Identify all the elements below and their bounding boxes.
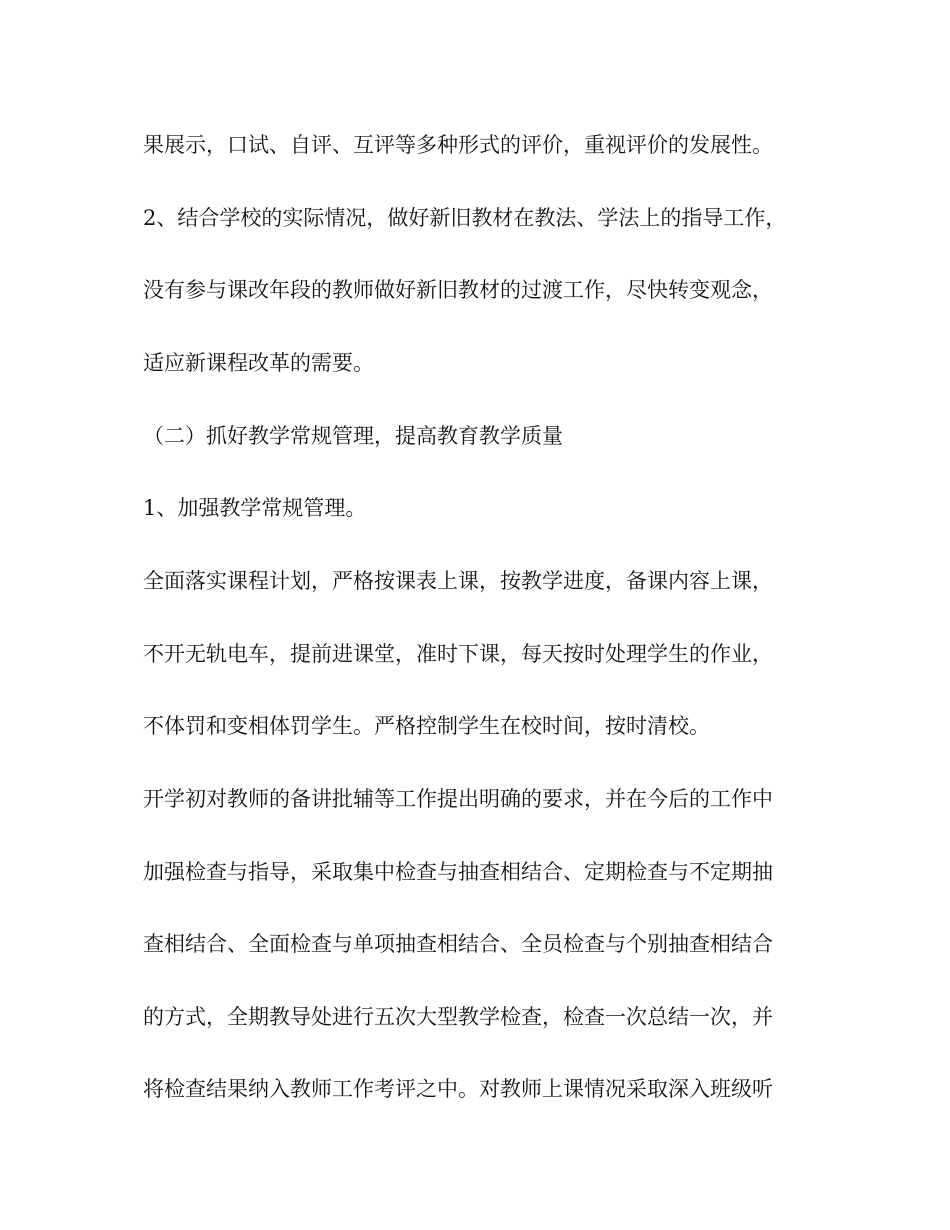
text-line: 不开无轨电车，提前进课堂，准时下课，每天按时处理学生的作业， xyxy=(143,642,773,666)
text-line: 加强检查与指导，采取集中检查与抽查相结合、定期检查与不定期抽 xyxy=(143,860,773,884)
text-line: 2、结合学校的实际情况，做好新旧教材在教法、学法上的指导工作， xyxy=(143,206,787,230)
text-line: 将检查结果纳入教师工作考评之中。对教师上课情况采取深入班级听 xyxy=(143,1077,773,1101)
text-line: 的方式，全期教导处进行五次大型教学检查，检查一次总结一次，并 xyxy=(143,1005,773,1029)
text-line: 没有参与课改年段的教师做好新旧教材的过渡工作，尽快转变观念， xyxy=(143,278,773,302)
subsection-heading: 1、加强教学常规管理。 xyxy=(143,496,367,520)
text-line: 查相结合、全面检查与单项抽查相结合、全员检查与个别抽查相结合 xyxy=(143,932,773,956)
text-line: 适应新课程改革的需要。 xyxy=(143,351,374,375)
section-heading: （二）抓好教学常规管理，提高教育教学质量 xyxy=(143,424,563,448)
text-line: 不体罚和变相体罚学生。严格控制学生在校时间，按时清校。 xyxy=(143,714,710,738)
text-line: 开学初对教师的备讲批辅等工作提出明确的要求，并在今后的工作中 xyxy=(143,787,773,811)
text-line: 果展示，口试、自评、互评等多种形式的评价，重视评价的发展性。 xyxy=(143,133,773,157)
text-line: 全面落实课程计划，严格按课表上课，按教学进度，备课内容上课， xyxy=(143,569,773,593)
